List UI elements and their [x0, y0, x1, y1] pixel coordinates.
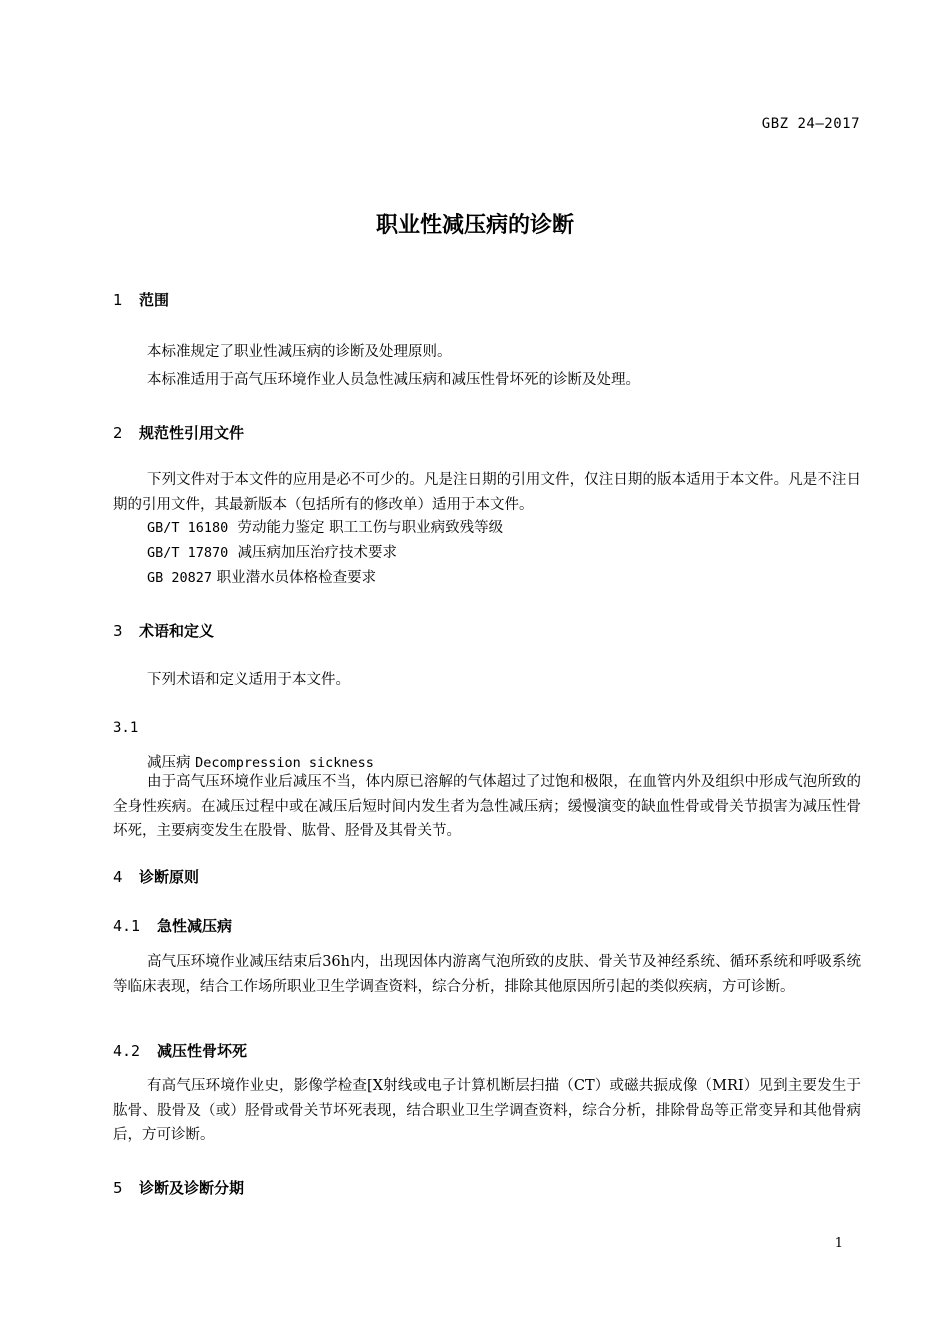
- reference-code: GB/T 16180: [147, 520, 229, 536]
- paragraph: 下列术语和定义适用于本文件。: [147, 672, 350, 688]
- reference-item: [147, 541, 397, 565]
- section-number: 1: [113, 291, 123, 309]
- section-title: 诊断原则: [139, 868, 200, 886]
- section-title: 术语和定义: [139, 622, 215, 640]
- reference-item: [147, 566, 376, 590]
- subsection-4-2-heading: [113, 1040, 247, 1061]
- subsection-number: 4.2: [113, 1042, 141, 1060]
- section-1-heading: [113, 289, 169, 310]
- section-title: 规范性引用文件: [139, 424, 245, 442]
- paragraph: 本标准适用于高气压环境作业人员急性减压病和减压性骨坏死的诊断及处理。: [147, 372, 640, 388]
- term-definition: 由于高气压环境作业后减压不当，体内原已溶解的气体超过了过饱和极限，在血管内外及组织中形成气泡所致的全身性疾病。在减压过程中或在减压后短时间内发生者为急性减压病；缓慢演变的缺血性骨或骨关节损害为减压性骨坏死，主要病变发生在股骨、肱骨、胫骨及其骨关节。: [113, 774, 861, 839]
- paragraph: 本标准规定了职业性减压病的诊断及处理原则。: [147, 344, 452, 360]
- section-4-heading: [113, 866, 199, 887]
- section-number: 3: [113, 622, 123, 640]
- subsection-title: 减压性骨坏死: [157, 1042, 248, 1060]
- term-zh: 减压病: [147, 755, 191, 771]
- reference-code: GB/T 17870: [147, 545, 229, 561]
- section-number: 5: [113, 1179, 123, 1197]
- subsection-4-1-heading: [113, 915, 232, 936]
- standard-code: GBZ 24—2017: [761, 116, 860, 132]
- term-heading: [147, 751, 374, 772]
- paragraph: 有高气压环境作业史，影像学检查[X射线或电子计算机断层扫描（CT）或磁共振成像（MRI）见到主要发生于肱骨、股骨及（或）胫骨或骨关节坏死表现，结合职业卫生学调查资料，综合分析，排除骨岛等正常变异和其他骨病后，方可诊断。: [113, 1078, 861, 1143]
- section-2-heading: [113, 422, 244, 443]
- section-title: 范围: [139, 291, 170, 309]
- reference-title: 职业潜水员体格检查要求: [216, 570, 377, 586]
- document-title: 职业性减压病的诊断: [375, 213, 574, 238]
- term-number: 3.1: [113, 720, 139, 736]
- reference-code: GB 20827: [147, 570, 213, 586]
- term-en: Decompression sickness: [195, 755, 374, 771]
- paragraph: 下列文件对于本文件的应用是必不可少的。凡是注日期的引用文件，仅注日期的版本适用于本文件。凡是不注日期的引用文件，其最新版本（包括所有的修改单）适用于本文件。: [113, 472, 861, 513]
- reference-title: 劳动能力鉴定 职工工伤与职业病致残等级: [237, 520, 504, 536]
- section-5-heading: [113, 1177, 244, 1198]
- subsection-title: 急性减压病: [157, 917, 233, 935]
- section-3-heading: [113, 620, 214, 641]
- reference-title: 减压病加压治疗技术要求: [237, 545, 397, 561]
- section-title: 诊断及诊断分期: [139, 1179, 245, 1197]
- section-number: 2: [113, 424, 123, 442]
- reference-item: [147, 516, 503, 540]
- paragraph: 高气压环境作业减压结束后36h内，出现因体内游离气泡所致的皮肤、骨关节及神经系统、循环系统和呼吸系统等临床表现，结合工作场所职业卫生学调查资料，综合分析，排除其他原因所引起的类似疾病，方可诊断。: [113, 954, 861, 995]
- page-number: 1: [834, 1236, 843, 1251]
- section-number: 4: [113, 868, 123, 886]
- subsection-number: 4.1: [113, 917, 141, 935]
